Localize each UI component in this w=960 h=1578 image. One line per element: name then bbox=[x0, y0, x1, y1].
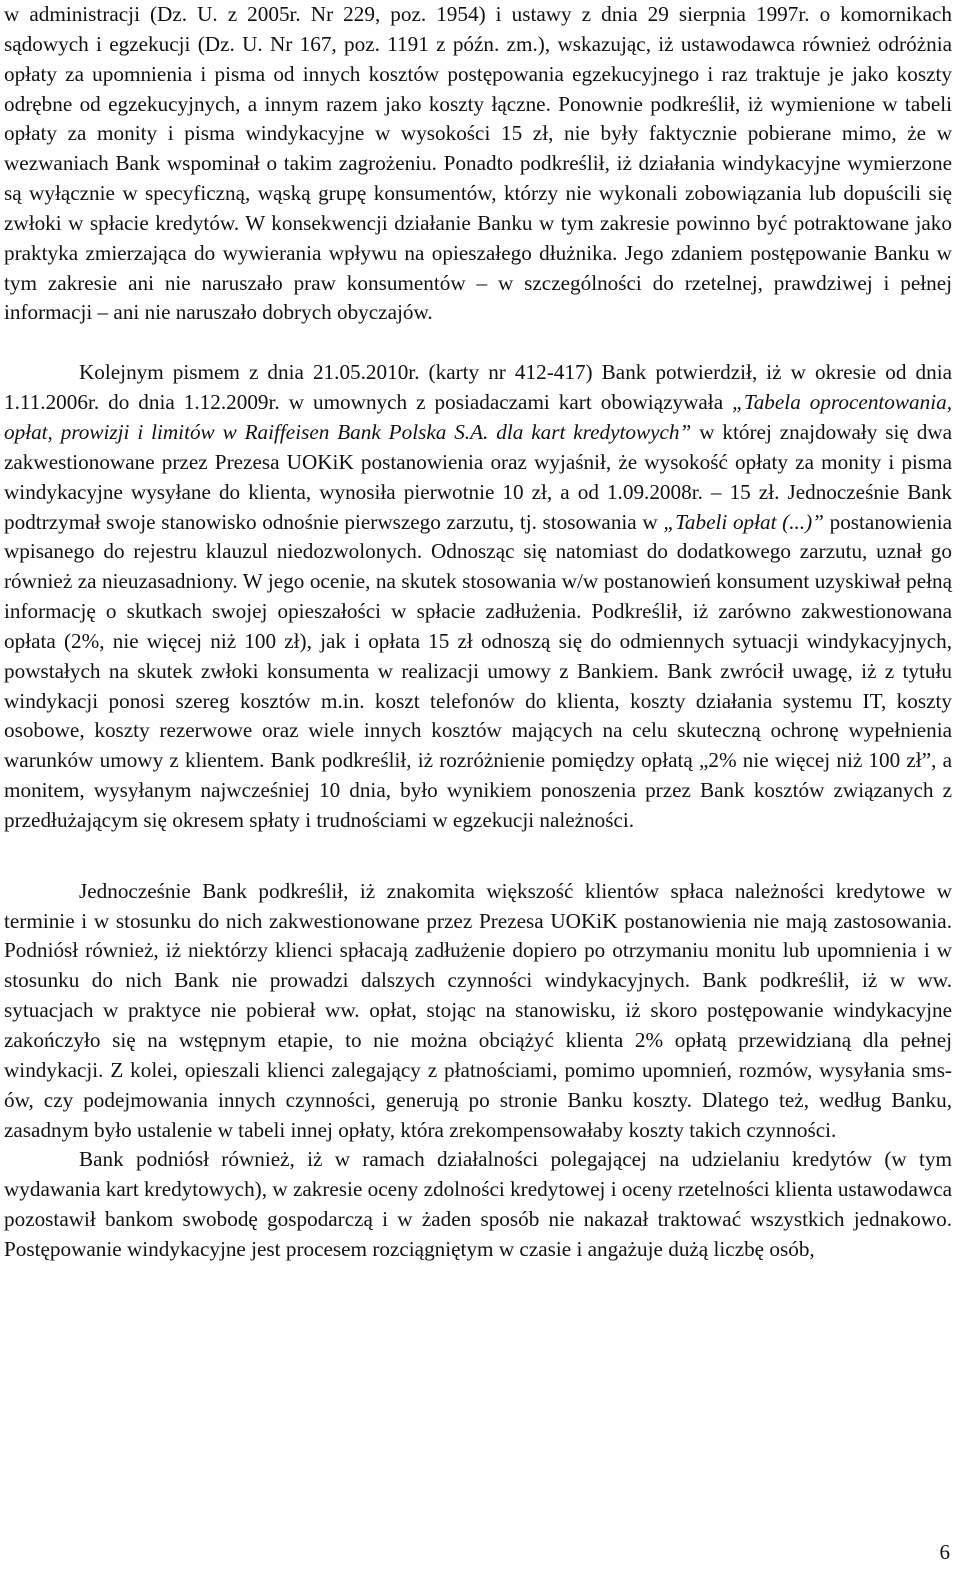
paragraph-gap bbox=[4, 328, 952, 358]
paragraph-2-italic-title: „Tabela oprocentowania, opłat, prowizji i limitów w Raiffeisen Bank Polska S.A. dla kart kredytowych” bbox=[4, 390, 952, 444]
page-number: 6 bbox=[939, 1540, 950, 1564]
paragraph-2 bbox=[4, 358, 952, 836]
paragraph-4 bbox=[4, 1145, 952, 1264]
paragraph-1 bbox=[4, 0, 952, 328]
paragraph-3-text: Jednocześnie Bank podkreślił, iż znakomita większość klientów spłaca należności kredytowe w terminie i w stosunku do nich zakwestionowane przez Prezesa UOKiK postanowienia nie mają zastosowania. Podniósł również, iż niektórzy klienci spłacają zadłużenie dopiero po otrzymaniu monitu lub upomnienia i w stosunku do nich Bank nie prowadzi dalszych czynności windykacyjnych. Bank podkreślił, iż w ww. sytuacjach w praktyce nie pobierał ww. opłat, stojąc na stanowisku, iż skoro postępowanie windykacyjne zakończyło się na wstępnym etapie, to nie można obciążyć klienta 2% opłatą przewidzianą dla pełnej windykacji. Z kolei, opieszali klienci zalegający z płatnościami, pomimo upomnień, rozmów, wysyłania sms-ów, czy podejmowania innych czynności, generują po stronie Banku koszty. Dlatego też, według Banku, zasadnym było ustalenie w tabeli innej opłaty, która zrekompensowałaby koszty takich czynności. bbox=[4, 878, 952, 1142]
paragraph-3 bbox=[4, 877, 952, 1146]
paragraph-gap bbox=[4, 836, 952, 877]
paragraph-2-text-a: Kolejnym pismem z dnia 21.05.2010r. (karty nr 412-417) Bank potwierdził, iż w okresie od dnia 1.11.2006r. do dnia 1.12.2009r. w umownych z posiadaczami kart obowiązywała bbox=[4, 360, 952, 415]
paragraph-4-text: Bank podniósł również, iż w ramach działalności polegającej na udzielaniu kredytów (w tym wydawania kart kredytowych), w zakresie oceny zdolności kredytowej i oceny rzetelności klienta ustawodawca pozostawił bankom swobodę gospodarczą i w żaden sposób nie nakazał traktować wszystkich jednakowo. Postępowanie windykacyjne jest procesem rozciągniętym w czasie i angażuje dużą liczbę osób, bbox=[4, 1147, 952, 1261]
paragraph-2-italic-short-title: „Tabeli opłat (...)” bbox=[663, 509, 824, 534]
document-page bbox=[4, 0, 952, 1265]
paragraph-1-text: w administracji (Dz. U. z 2005r. Nr 229, poz. 1954) i ustawy z dnia 29 sierpnia 1997r. o komornikach sądowych i egzekucji (Dz. U. Nr 167, poz. 1191 z późn. zm.), wskazując, iż ustawodawca również odróżnia opłaty za upomnienia i pisma od innych kosztów postępowania egzekucyjnego i raz traktuje je jako koszty odrębne od egzekucyjnych, a innym razem jako koszty łączne. Ponownie podkreślił, iż wymienione w tabeli opłaty za monity i pisma windykacyjne w wysokości 15 zł, nie były faktycznie pobierane mimo, że w wezwaniach Bank wspominał o takim zagrożeniu. Ponadto podkreślił, iż działania windykacyjne wymierzone są wyłącznie w specyficzną, wąską grupę konsumentów, którzy nie wykonali zobowiązania lub dopuścili się zwłoki w spłacie kredytów. W konsekwencji działanie Banku w tym zakresie powinno być potraktowane jako praktyka zmierzająca do wywierania wpływu na opieszałego dłużnika. Jego zdaniem postępowanie Banku w tym zakresie ani nie naruszało praw konsumentów – w szczególności do rzetelnej, prawdziwej i pełnej informacji – ani nie naruszało dobrych obyczajów. bbox=[4, 2, 952, 325]
paragraph-2-text-b: w której znajdowały się dwa zakwestionowane przez Prezesa UOKiK postanowienia oraz wyjaśnił, że wysokość opłaty za monity i pisma windykacyjne wysyłane do klienta, wynosiła pierwotnie 10 zł, a od 1.09.2008r. – 15 zł. Jednocześnie Bank podtrzymał swoje stanowisko odnośnie pierwszego zarzutu, tj. stosowania w bbox=[4, 419, 953, 534]
paragraph-2-text-c: postanowienia wpisanego do rejestru klauzul niedozwolonych. Odnosząc się natomiast do dodatkowego zarzutu, uznał go również za nieuzasadniony. W jego ocenie, na skutek stosowania w/w postanowień konsument uzyskiwał pełną informację o skutkach swojej opieszałości w spłacie zadłużenia. Podkreślił, iż zarówno zakwestionowana opłata (2%, nie więcej niż 100 zł), jak i opłata 15 zł odnoszą się do odmiennych sytuacji windykacyjnych, powstałych na skutek zwłoki konsumenta w realizacji umowy z Bankiem. Bank zwrócił uwagę, iż z tytułu windykacji ponosi szereg kosztów m.in. koszt telefonów do klienta, koszty działania systemu IT, koszty osobowe, koszty rezerwowe oraz wiele innych kosztów mających na celu skuteczną ochronę wypełnienia warunków umowy z klientem. Bank podkreślił, iż rozróżnienie pomiędzy opłatą „2% nie więcej niż 100 zł”, a monitem, wysyłanym najwcześniej 10 dnia, było wynikiem ponoszenia przez Bank kosztów związanych z przedłużającym się okresem spłaty i trudnościami w egzekucji należności. bbox=[4, 509, 952, 832]
